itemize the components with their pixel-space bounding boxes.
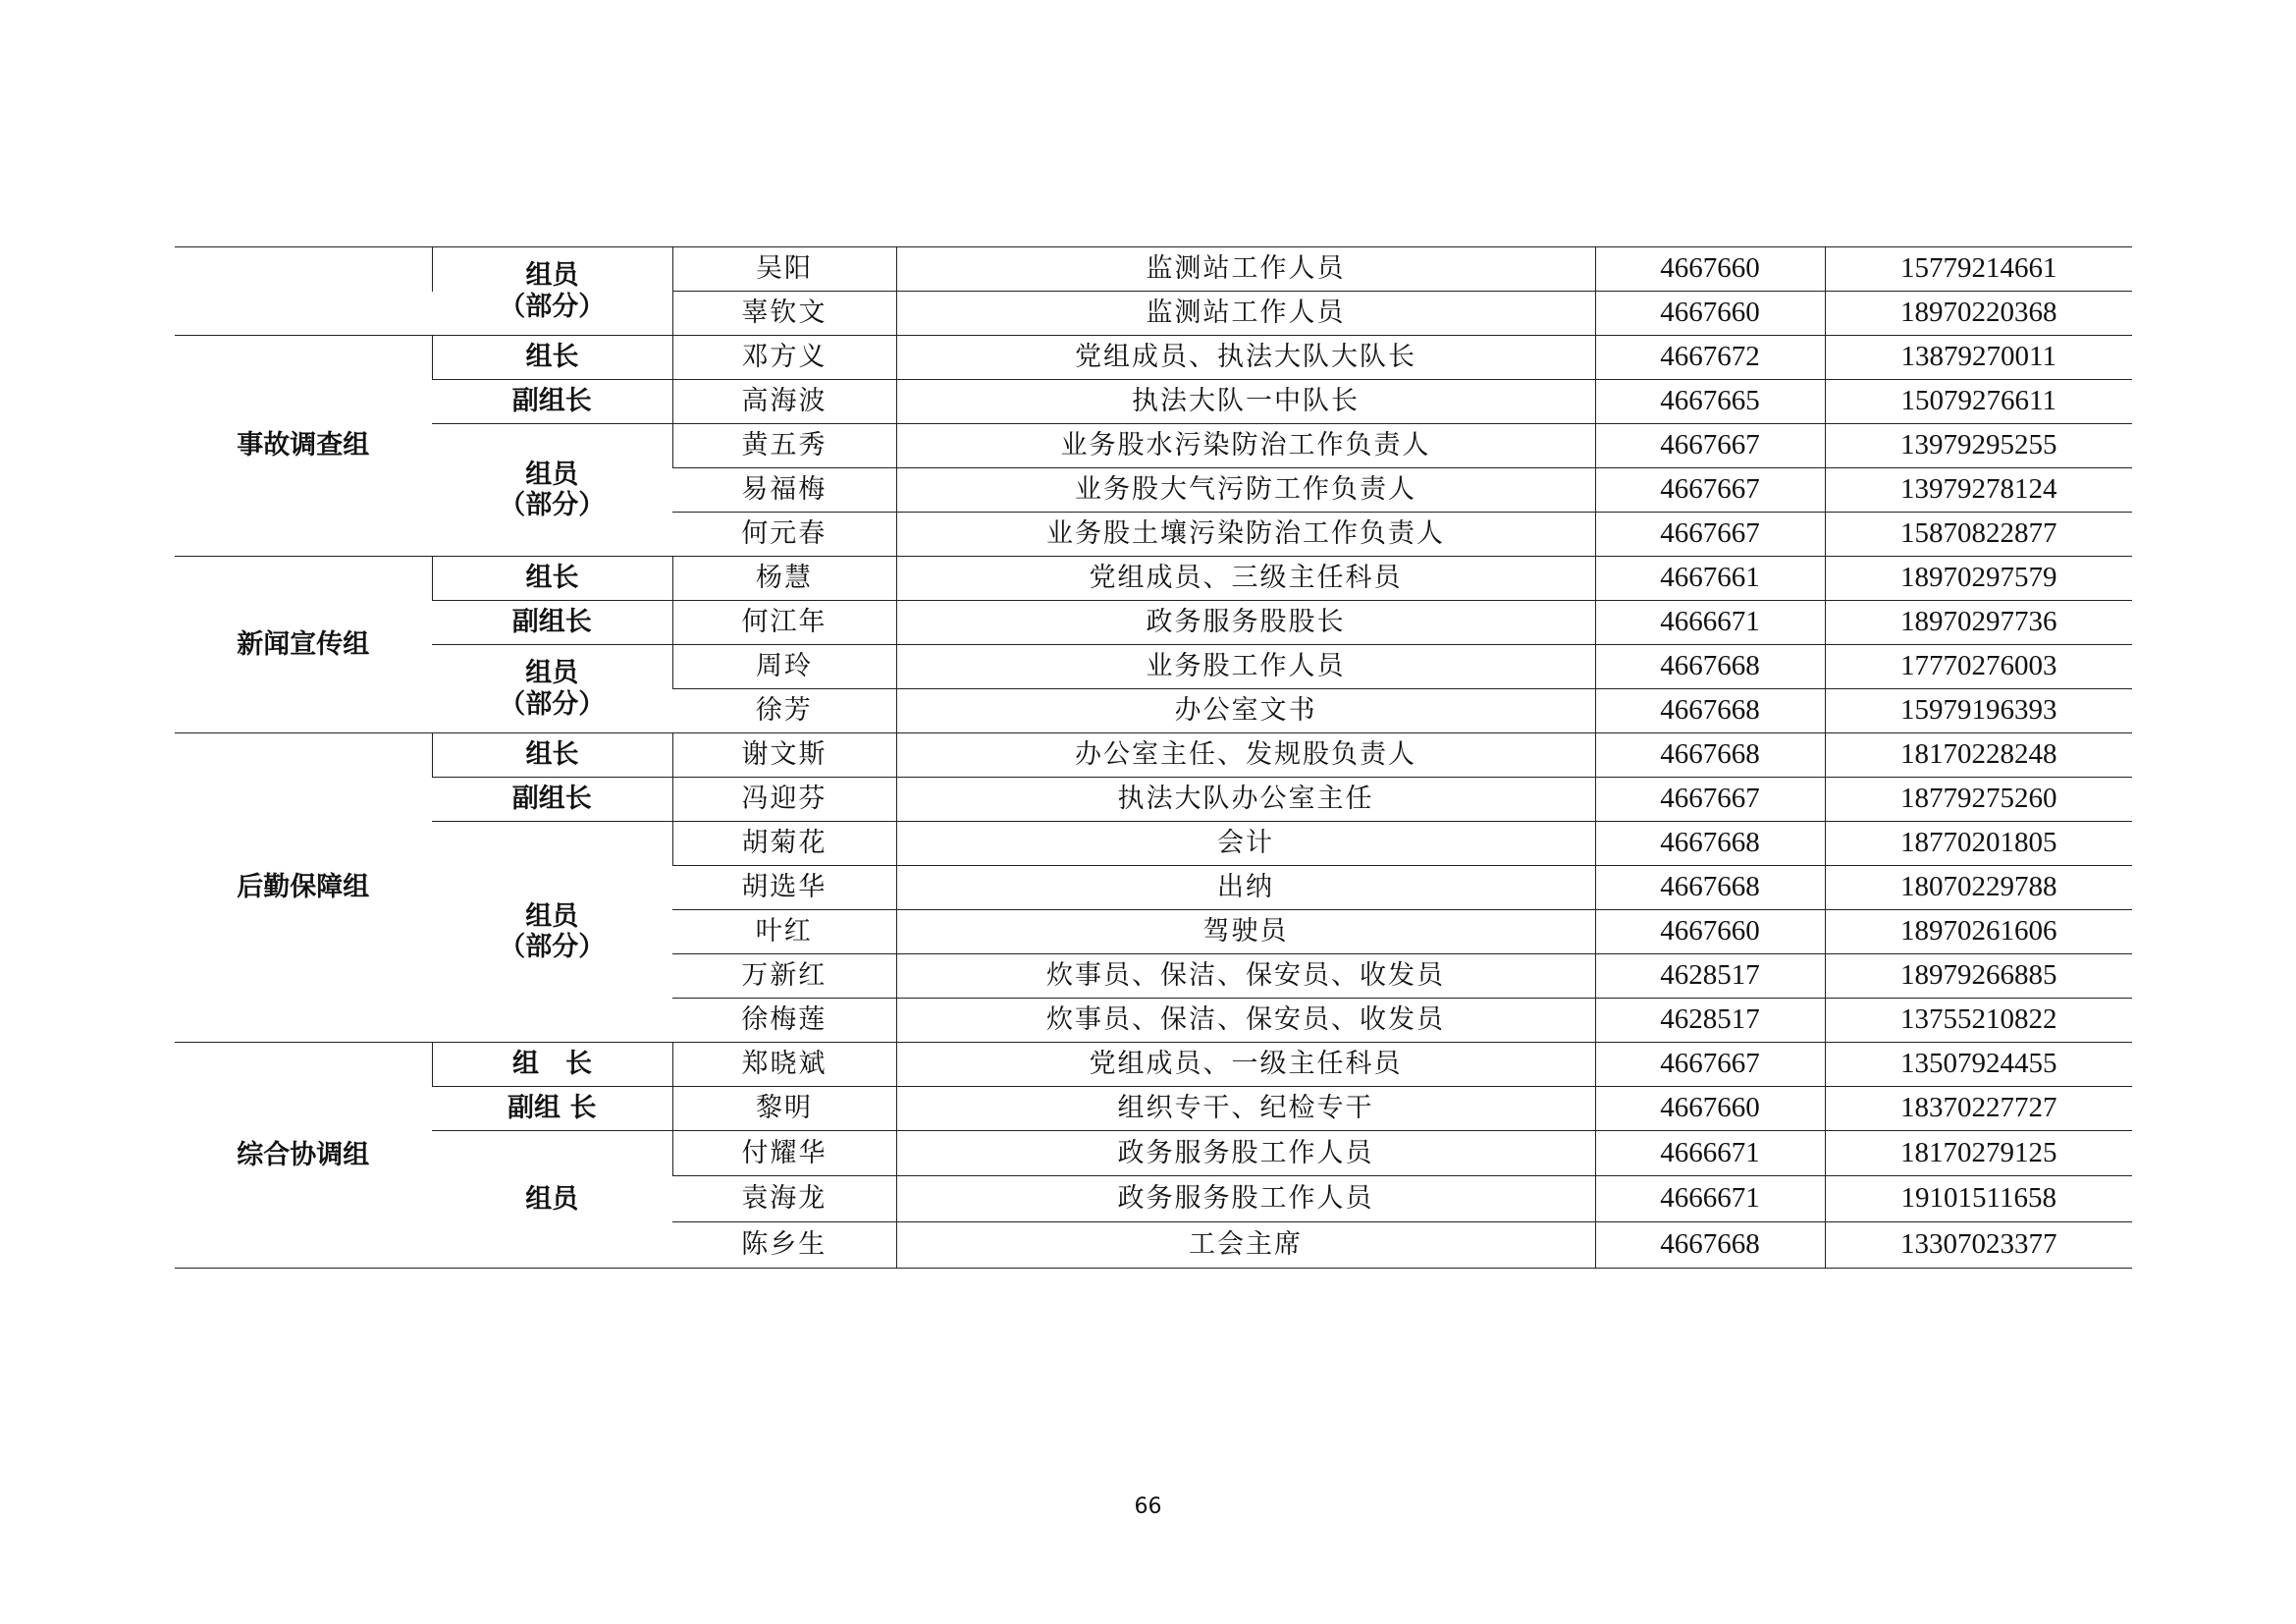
office-phone-cell: 4667660 [1595, 1087, 1825, 1131]
table-row [175, 1131, 2132, 1176]
office-phone-cell: 4666671 [1595, 601, 1825, 645]
table-row [175, 601, 2132, 645]
name-cell: 徐芳 [672, 689, 896, 733]
mobile-phone-cell: 18370227727 [1825, 1087, 2132, 1131]
office-phone-cell: 4667668 [1595, 1222, 1825, 1269]
name-cell: 邓方义 [672, 336, 896, 380]
position-cell: 监测站工作人员 [896, 292, 1595, 336]
office-phone-cell: 4667660 [1595, 247, 1825, 292]
mobile-phone-cell: 13307023377 [1825, 1222, 2132, 1269]
role-cell: 组长 [432, 733, 672, 778]
table-row [175, 336, 2132, 380]
office-phone-cell: 4667668 [1595, 866, 1825, 910]
mobile-phone-cell: 18970261606 [1825, 910, 2132, 954]
position-cell: 办公室主任、发规股负责人 [896, 733, 1595, 778]
mobile-phone-cell: 15779214661 [1825, 247, 2132, 292]
role-cell [432, 822, 672, 1043]
group-cell: 后勤保障组 [175, 733, 432, 1043]
name-cell: 胡菊花 [672, 822, 896, 866]
table-row [175, 557, 2132, 601]
name-cell: 周玲 [672, 645, 896, 689]
role-cell: 组员 [432, 247, 672, 292]
role-cell: 组员 [432, 1131, 672, 1269]
table-row [175, 822, 2132, 866]
mobile-phone-cell: 13979295255 [1825, 424, 2132, 468]
mobile-phone-cell: 19101511658 [1825, 1176, 2132, 1222]
group-cell: 新闻宣传组 [175, 557, 432, 733]
name-cell: 袁海龙 [672, 1176, 896, 1222]
mobile-phone-cell: 18970220368 [1825, 292, 2132, 336]
position-cell: 炊事员、保洁、保安员、收发员 [896, 954, 1595, 999]
position-cell: 政务服务股工作人员 [896, 1176, 1595, 1222]
name-cell: 胡选华 [672, 866, 896, 910]
office-phone-cell: 4667667 [1595, 513, 1825, 557]
table-row [175, 247, 2132, 292]
name-cell: 万新红 [672, 954, 896, 999]
mobile-phone-cell: 17770276003 [1825, 645, 2132, 689]
table-row [175, 424, 2132, 468]
name-cell: 付耀华 [672, 1131, 896, 1176]
role-cell: 副组长 [432, 778, 672, 822]
position-cell: 执法大队办公室主任 [896, 778, 1595, 822]
mobile-phone-cell: 13879270011 [1825, 336, 2132, 380]
role-cell: 副组长 [432, 380, 672, 424]
position-cell: 业务股土壤污染防治工作负责人 [896, 513, 1595, 557]
position-cell: 监测站工作人员 [896, 247, 1595, 292]
office-phone-cell: 4667667 [1595, 1043, 1825, 1087]
position-cell: 工会主席 [896, 1222, 1595, 1269]
group-cell: 事故调查组 [175, 336, 432, 557]
role-line: （部分） [499, 688, 606, 720]
table-row [175, 733, 2132, 778]
name-cell: 徐梅莲 [672, 999, 896, 1043]
role-cell: 组长 [432, 557, 672, 601]
mobile-phone-cell: 18979266885 [1825, 954, 2132, 999]
mobile-phone-cell: 18070229788 [1825, 866, 2132, 910]
office-phone-cell: 4667660 [1595, 292, 1825, 336]
table-row [175, 1043, 2132, 1087]
position-cell: 驾驶员 [896, 910, 1595, 954]
position-cell: 执法大队一中队长 [896, 380, 1595, 424]
mobile-phone-cell: 18779275260 [1825, 778, 2132, 822]
mobile-phone-cell: 13979278124 [1825, 468, 2132, 513]
role-cell [432, 424, 672, 557]
role-line: 组员 [525, 900, 579, 932]
role-line: （部分） [499, 932, 606, 962]
name-cell: 吴阳 [672, 247, 896, 292]
name-cell: 叶红 [672, 910, 896, 954]
office-phone-cell: 4667668 [1595, 689, 1825, 733]
name-cell: 黎明 [672, 1087, 896, 1131]
role-cell [432, 645, 672, 733]
position-cell: 会计 [896, 822, 1595, 866]
position-cell: 政务服务股工作人员 [896, 1131, 1595, 1176]
name-cell: 黄五秀 [672, 424, 896, 468]
name-cell: 陈乡生 [672, 1222, 896, 1269]
name-cell: 何江年 [672, 601, 896, 645]
name-cell: 冯迎芬 [672, 778, 896, 822]
position-cell: 业务股大气污防工作负责人 [896, 468, 1595, 513]
position-cell: 党组成员、执法大队大队长 [896, 336, 1595, 380]
office-phone-cell: 4667668 [1595, 645, 1825, 689]
mobile-phone-cell: 18170279125 [1825, 1131, 2132, 1176]
office-phone-cell: 4667668 [1595, 822, 1825, 866]
group-cell: 综合协调组 [175, 1043, 432, 1269]
office-phone-cell: 4667667 [1595, 424, 1825, 468]
mobile-phone-cell: 15979196393 [1825, 689, 2132, 733]
position-cell: 组织专干、纪检专干 [896, 1087, 1595, 1131]
role-cell: 副组 长 [432, 1087, 672, 1131]
name-cell: 郑晓斌 [672, 1043, 896, 1087]
role-cell: 副组长 [432, 601, 672, 645]
table-row [175, 645, 2132, 689]
name-cell: 辜钦文 [672, 292, 896, 336]
office-phone-cell: 4667660 [1595, 910, 1825, 954]
contact-table [175, 246, 2132, 1269]
office-phone-cell: 4628517 [1595, 999, 1825, 1043]
role-cell: 组 长 [432, 1043, 672, 1087]
position-cell: 业务股工作人员 [896, 645, 1595, 689]
office-phone-cell: 4666671 [1595, 1131, 1825, 1176]
position-cell: 党组成员、三级主任科员 [896, 557, 1595, 601]
name-cell: 高海波 [672, 380, 896, 424]
office-phone-cell: 4667665 [1595, 380, 1825, 424]
office-phone-cell: 4667667 [1595, 468, 1825, 513]
name-cell: 何元春 [672, 513, 896, 557]
mobile-phone-cell: 18170228248 [1825, 733, 2132, 778]
position-cell: 党组成员、一级主任科员 [896, 1043, 1595, 1087]
mobile-phone-cell: 18970297736 [1825, 601, 2132, 645]
office-phone-cell: 4667672 [1595, 336, 1825, 380]
group-cell-continued [175, 247, 432, 336]
mobile-phone-cell: 15870822877 [1825, 513, 2132, 557]
role-cell: 组长 [432, 336, 672, 380]
position-cell: 炊事员、保洁、保安员、收发员 [896, 999, 1595, 1043]
role-cell: （部分） [432, 292, 672, 336]
table-row [175, 380, 2132, 424]
table-row [175, 1087, 2132, 1131]
mobile-phone-cell: 15079276611 [1825, 380, 2132, 424]
name-cell: 易福梅 [672, 468, 896, 513]
page-number: 66 [1134, 1494, 1162, 1519]
table-row [175, 292, 2132, 336]
mobile-phone-cell: 18970297579 [1825, 557, 2132, 601]
office-phone-cell: 4667668 [1595, 733, 1825, 778]
position-cell: 政务服务股股长 [896, 601, 1595, 645]
table-row [175, 778, 2132, 822]
office-phone-cell: 4667667 [1595, 778, 1825, 822]
name-cell: 谢文斯 [672, 733, 896, 778]
name-cell: 杨慧 [672, 557, 896, 601]
position-cell: 出纳 [896, 866, 1595, 910]
mobile-phone-cell: 13755210822 [1825, 999, 2132, 1043]
mobile-phone-cell: 13507924455 [1825, 1043, 2132, 1087]
office-phone-cell: 4667661 [1595, 557, 1825, 601]
position-cell: 业务股水污染防治工作负责人 [896, 424, 1595, 468]
office-phone-cell: 4628517 [1595, 954, 1825, 999]
role-line: （部分） [499, 490, 606, 520]
role-line: 组员 [525, 459, 579, 490]
mobile-phone-cell: 18770201805 [1825, 822, 2132, 866]
office-phone-cell: 4666671 [1595, 1176, 1825, 1222]
position-cell: 办公室文书 [896, 689, 1595, 733]
role-line: 组员 [525, 658, 579, 689]
